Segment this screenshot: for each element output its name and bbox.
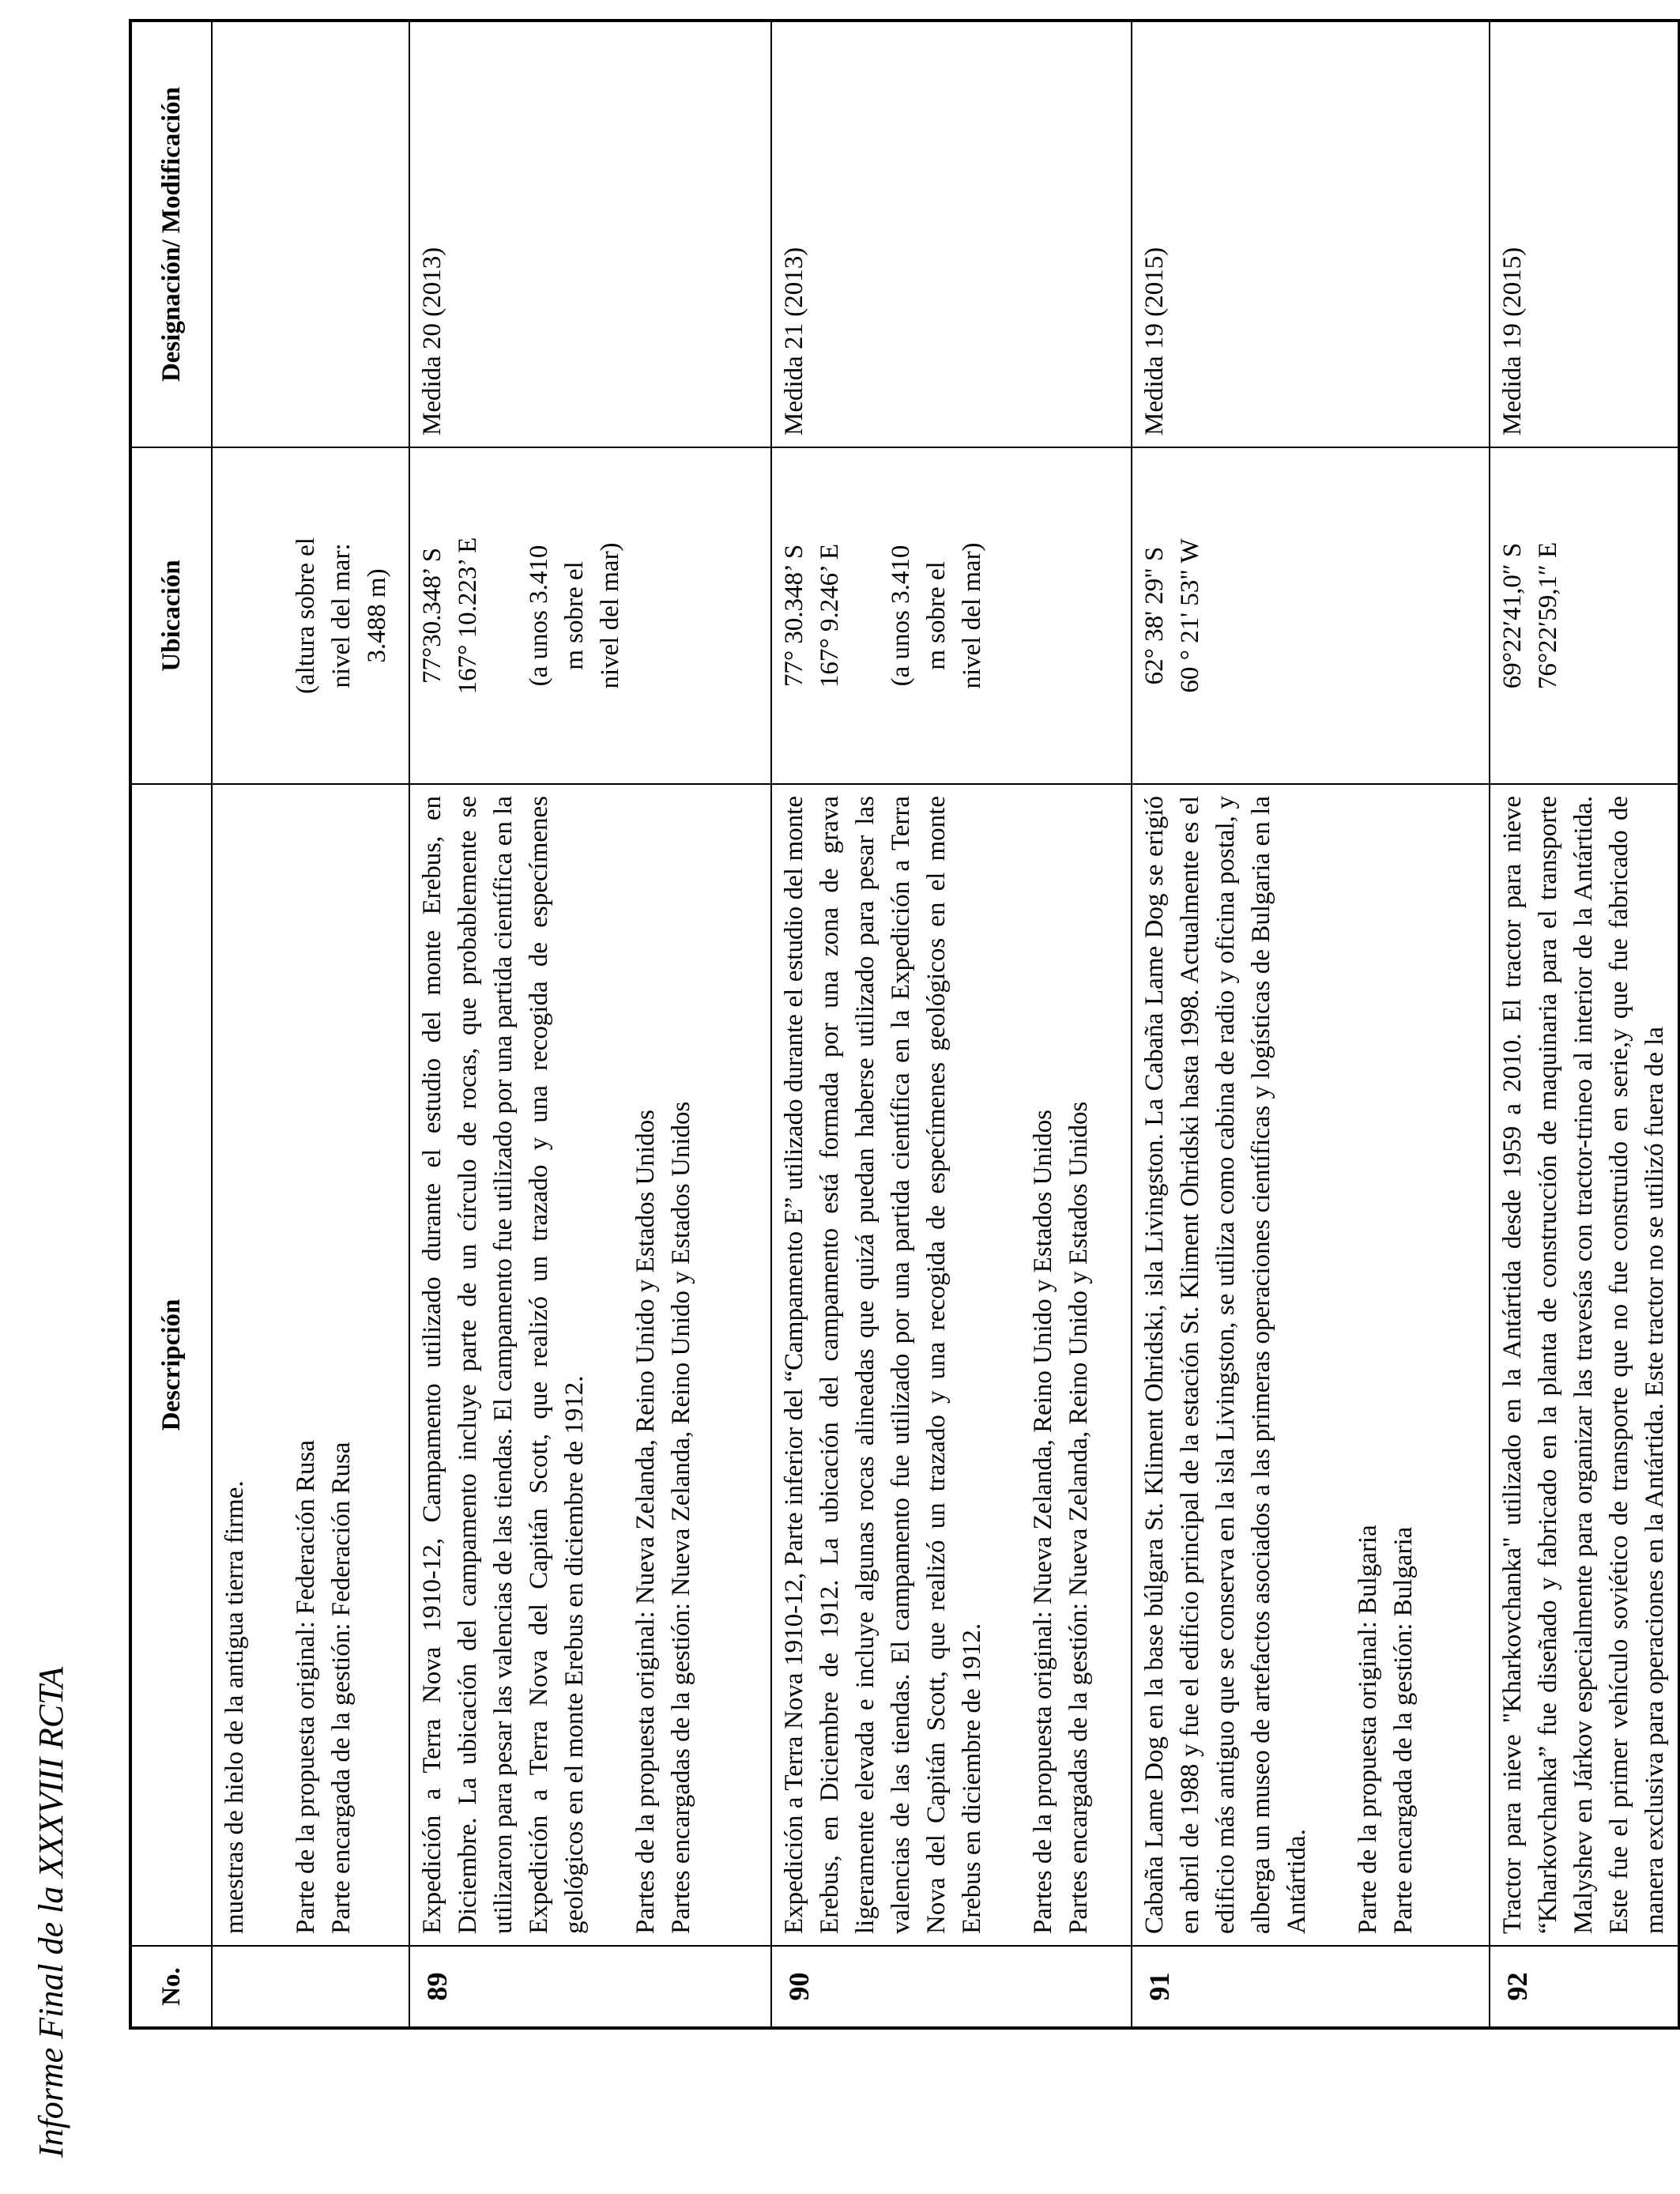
location-latitude: 77° 30.348’ S [780,544,808,688]
location-line: nivel del mar) [596,542,624,689]
row-designation: Medida 21 (2013) [771,21,1132,447]
column-header-description: Descripción [130,784,212,1946]
location-line: nivel del mar: [327,543,356,688]
row-location [1490,447,1679,784]
location-line: 3.488 m) [363,568,391,663]
row-location [1132,447,1490,784]
rotated-table-container [129,22,1669,2030]
row-description [1132,784,1490,1946]
description-manager: Partes encargadas de la gestión: Nueva Zelanda, Reino Unido y Estados Unidos [667,1101,695,1934]
row-location [771,447,1132,784]
location-latitude: 62° 38' 29" S [1140,546,1169,685]
column-header-no: No. [130,1946,212,2028]
location-line: nivel del mar) [958,542,986,689]
description-proponent: Parte de la propuesta original: Bulgaria [1354,1525,1382,1934]
table-row [1490,21,1679,2028]
table-row [1132,21,1490,2028]
description-manager: Parte encargada de la gestión: Bulgaria [1389,1526,1418,1934]
location-longitude: 167° 9.246’ E [816,543,844,688]
location-longitude: 76°22′59,1″ E [1534,541,1562,690]
row-location [212,447,409,784]
location-line: m sobre el [560,561,589,670]
location-latitude: 77°30.348’ S [418,547,446,684]
location-longitude: 60 ° 21' 53" W [1176,538,1204,693]
description-text: Expedición a Terra Nova 1910-12, Parte inferior del “Campamento E” utilizado durante el estudio del monte Erebus, en Diciembre de 1912. La ubicación del campamento está formada por una zona de grava ligeramente elevada e incluye algunas rocas alineadas que quizá puedan haberse utilizado para pesar las valencias de las tiendas. El campamento fue utilizado por una partida científica en la Expedición a Terra Nova del Capitán Scott, que realizó un trazado y una recogida de especímenes geológicos en el monte Erebus en diciembre de 1912. [780,796,986,1934]
description-proponent: Parte de la propuesta original: Federación Rusa [292,1440,320,1934]
location-line: (a unos 3.410 [525,545,553,687]
table-row [409,21,771,2028]
running-header: Informe Final de la XXXVIII RCTA [32,1666,70,2158]
row-designation: Medida 19 (2015) [1490,21,1679,447]
row-location [409,447,771,784]
row-description [771,784,1132,1946]
description-text: muestras de hielo de la antigua tierra firme. [220,1480,249,1934]
row-description [409,784,771,1946]
location-latitude: 69°22′41,0″ S [1498,542,1527,689]
location-line: (a unos 3.410 [887,545,915,687]
historic-sites-table [129,19,1680,2030]
description-proponent: Partes de la propuesta original: Nueva Zelanda, Reino Unido y Estados Unidos [631,1110,660,1934]
row-number: 89 [409,1946,771,2028]
table-row [771,21,1132,2028]
header-row [130,21,212,2028]
row-designation [212,21,409,447]
row-number: 91 [1132,1946,1490,2028]
table-row-continuation [212,21,409,2028]
row-number [212,1946,409,2028]
location-line: (altura sobre el [292,537,320,694]
description-text: Cabaña Lame Dog en la base búlgara St. Kliment Ohridski, isla Livingston. La Cabaña Lame Dog se erigió en abril de 1988 y fue el edificio principal de la estación St. Kliment Ohridski hasta 1998. Actualmente es el edificio más antiguo que se conserva en la isla Livingston, se utiliza como cabina de radio y oficina postal, y alberga un museo de artefactos asociados a las primeras operaciones científicas y logísticas de Bulgaria en la Antártida. [1140,796,1311,1934]
description-manager: Partes encargadas de la gestión: Nueva Zelanda, Reino Unido y Estados Unidos [1064,1101,1093,1934]
row-designation: Medida 20 (2013) [409,21,771,447]
row-description [1490,784,1679,1946]
column-header-designation: Designación/ Modificación [130,21,212,447]
description-manager: Parte encargada de la gestión: Federación Rusa [327,1442,356,1934]
row-designation: Medida 19 (2015) [1132,21,1490,447]
description-text: Tractor para nieve "Kharkovchanka" utilizado en la Antártida desde 1959 a 2010. El tractor para nieve “Kharkovchanka” fue diseñado y fabricado en la planta de construcción de maquinaria para el transporte Malyshev en Járkov especialmente para organizar las travesías con tractor-trineo al interior de la Antártida. Este fue el primer vehículo soviético de transporte que no fue construido en serie,y que fue fabricado de manera exclusiva para operaciones en la Antártida. Este tractor no se utilizó fuera de la [1498,796,1669,1934]
row-number: 90 [771,1946,1132,2028]
row-description [212,784,409,1946]
column-header-location: Ubicación [130,447,212,784]
location-longitude: 167° 10.223’ E [454,537,482,695]
row-number: 92 [1490,1946,1679,2028]
description-text: Expedición a Terra Nova 1910-12, Campamento utilizado durante el estudio del monte Erebus, en Diciembre. La ubicación del campamento incluye parte de un círculo de rocas, que probablemente se utilizaron para pesar las valencias de las tiendas. El campamento fue utilizado por una partida científica en la Expedición a Terra Nova del Capitán Scott, que realizó un trazado y una recogida de especímenes geológicos en el monte Erebus en diciembre de 1912. [418,796,589,1934]
location-line: m sobre el [922,561,951,670]
description-proponent: Partes de la propuesta original: Nueva Zelanda, Reino Unido y Estados Unidos [1029,1110,1057,1934]
